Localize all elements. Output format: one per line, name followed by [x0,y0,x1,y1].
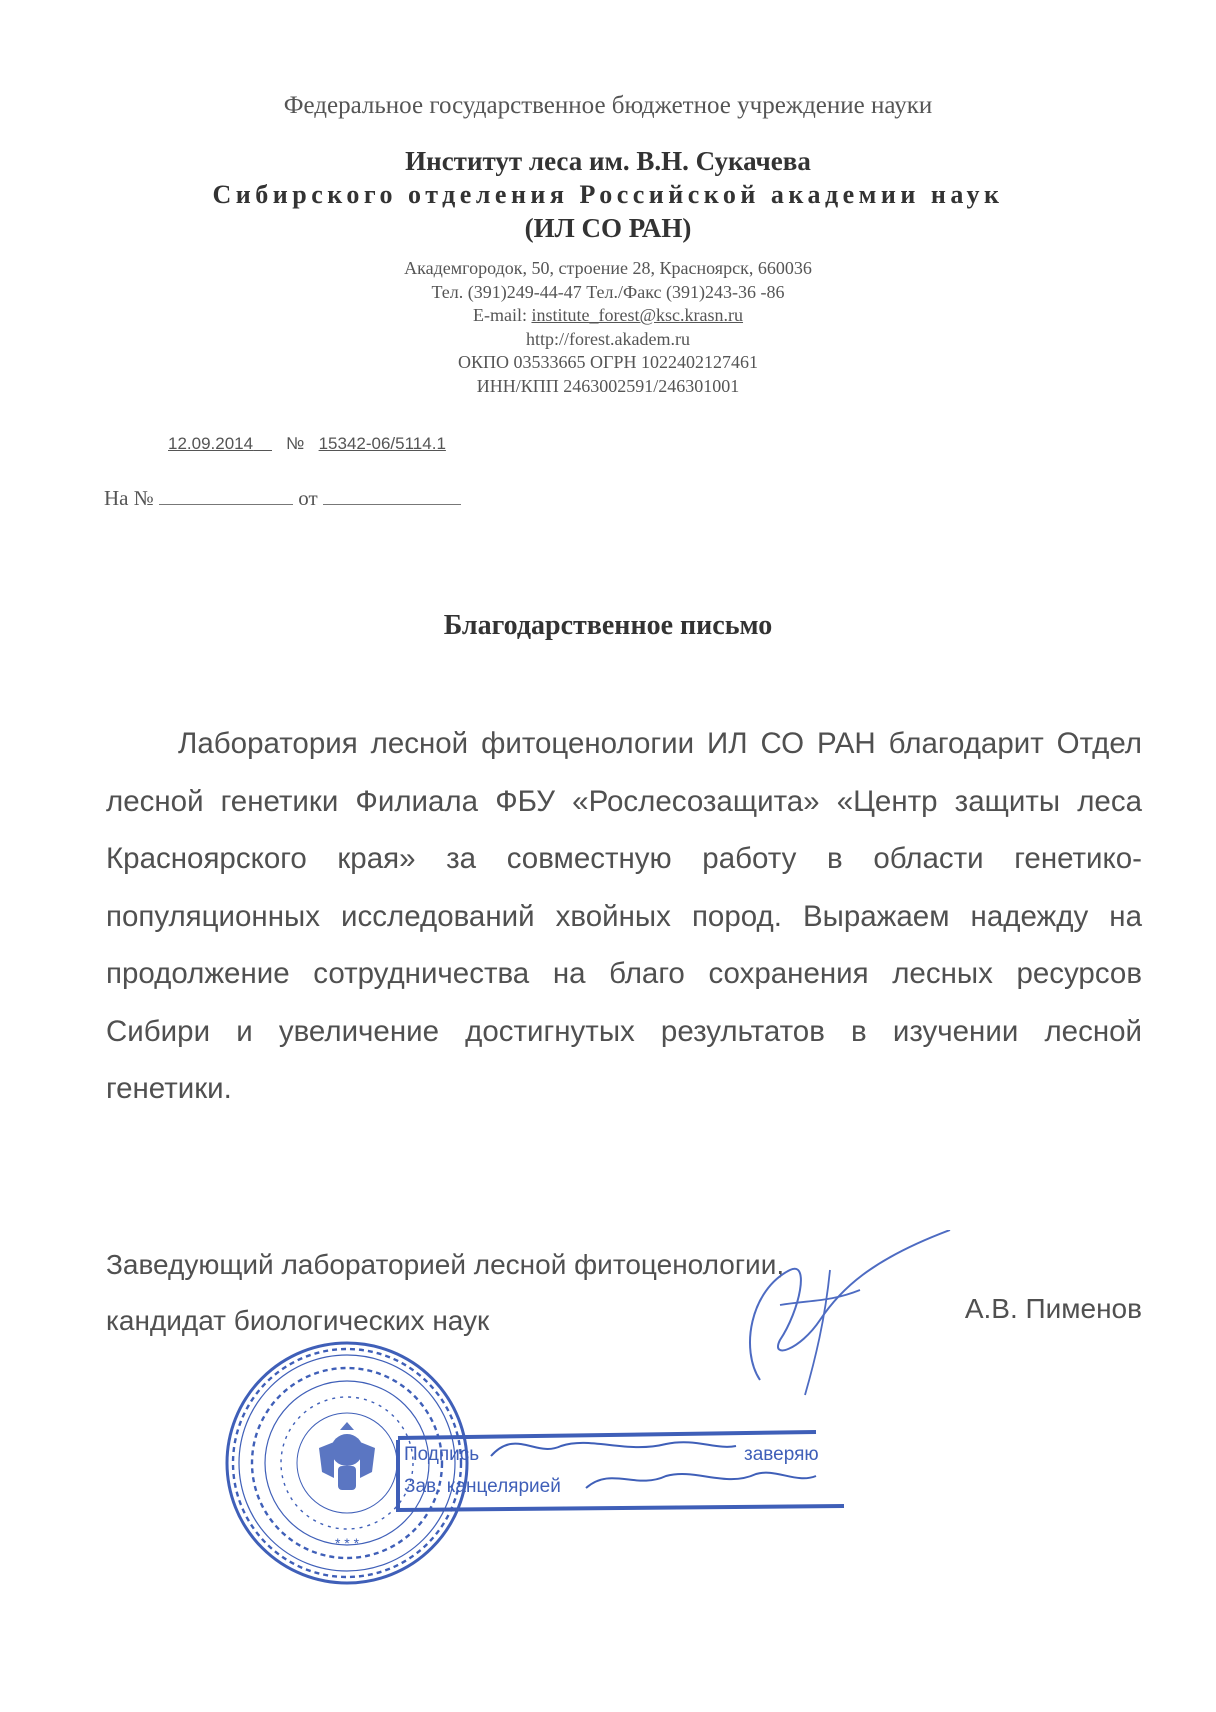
phones: Тел. (391)249-44-47 Тел./Факс (391)243-36 -86 [431,281,785,302]
cert-signature-2 [586,1473,816,1488]
certification-stamp-frame [396,1418,856,1538]
institute-branch: Сибирского отделения Российской академии наук [212,180,1004,209]
email-link[interactable]: institute_forest@ksc.krasn.ru [531,305,744,325]
reference-from-label: от [298,486,318,510]
institute-abbr: (ИЛ СО РАН) [524,213,692,243]
okpo-ogrn: ОКПО 03533665 ОГРН 1022402127461 [458,352,758,372]
email-line [0,304,1216,328]
org-line: Федеральное государственное бюджетное учреждение науки [283,92,933,119]
signatory-name: А.В. Пименов [964,1293,1142,1324]
reference-date-blank [323,486,461,505]
registration-date: 12.09.2014 [168,434,254,453]
address: Академгородок, 50, строение 28, Красноярск, 660036 [404,258,812,278]
institute-name: Институт леса им. В.Н. Сукачева [405,146,811,176]
signatory-position-line1: Заведующий лабораторией лесной фитоценологии, [106,1249,785,1280]
document-title: Благодарственное письмо [443,610,773,641]
contacts-block [0,257,1216,398]
handwritten-signature [720,1230,960,1410]
certification-stamp [396,1418,856,1543]
website-link[interactable]: http://forest.akadem.ru [526,328,690,349]
signatory-position [106,1237,784,1349]
reference-line [104,486,461,511]
number-sign: № [286,434,305,453]
svg-text:* * *: * * * [334,1535,360,1551]
cert-line2-prefix: Зав. канцелярией [404,1476,561,1497]
cert-signature-1 [491,1442,736,1456]
cert-line1-suffix: заверяю [744,1444,819,1465]
email-label: E-mail: [472,305,532,325]
registration-number: 15342-06/5114.1 [318,434,446,453]
document-body: Лаборатория лесной фитоценологии ИЛ СО РАН благодарит Отдел лесной генетики Филиала ФБУ «Рослесозащита» «Центр защиты леса Красноярского края» за совместную работу в области генетико-популяционных исследований хвойных пород. Выражаем надежду на продолжение сотрудничества на благо сохранения лесных ресурсов Сибири и увеличение достигнутых результатов в изучении лесной генетики. [106,727,1142,1105]
cert-line1-prefix: Подпись [404,1444,480,1465]
reference-label: На № [104,486,154,510]
reference-number-blank [159,486,293,505]
inn-kpp: ИНН/КПП 2463002591/246301001 [476,375,740,396]
registration-line [168,434,446,454]
signatory-position-line2: кандидат биологических наук [106,1305,490,1336]
